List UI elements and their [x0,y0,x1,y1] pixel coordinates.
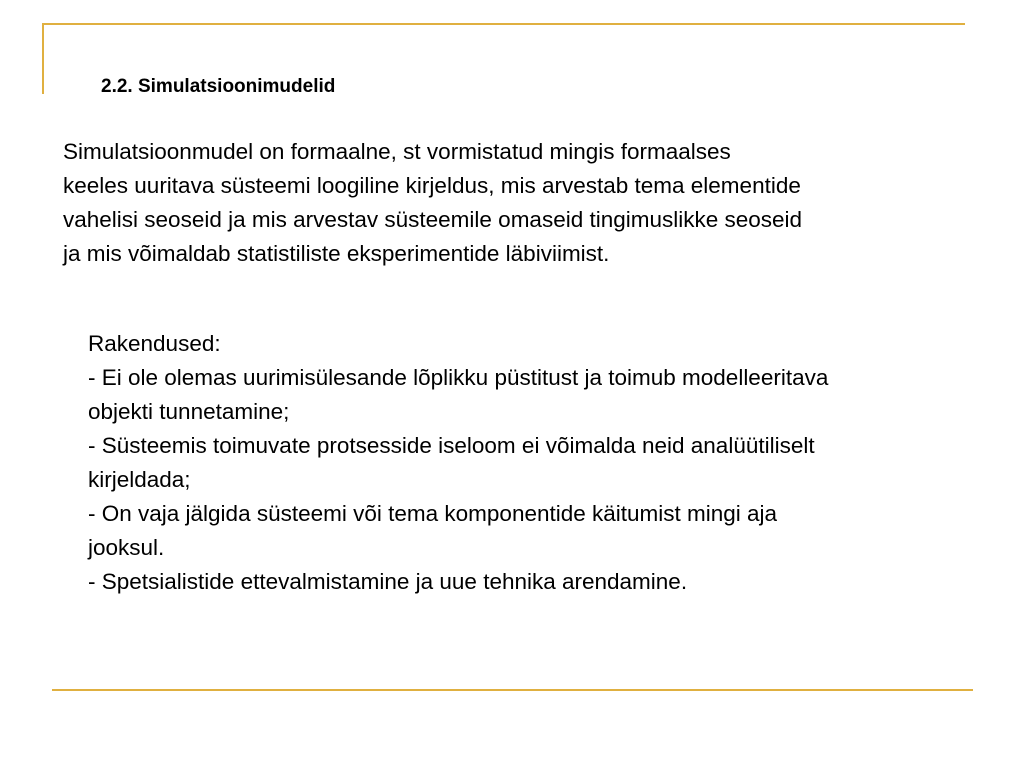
applications-heading: Rakendused: [88,331,221,356]
intro-paragraph [63,135,1013,271]
intro-line: ja mis võimaldab statistiliste eksperimentide läbiviimist. [63,241,610,266]
intro-line: Simulatsioonmudel on formaalne, st vormistatud mingis formaalses [63,139,731,164]
application-line: - On vaja jälgida süsteemi või tema komponentide käitumist mingi aja [88,501,778,526]
application-line: - Süsteemis toimuvate protsesside iseloom ei võimalda neid analüütiliselt [88,433,815,458]
bottom-divider-line [52,689,973,691]
application-line: jooksul. [88,535,165,560]
slide-title: 2.2. Simulatsioonimudelid [101,76,336,97]
application-line: - Ei ole olemas uurimisülesande lõplikku püstitust ja toimub modelleeritava [88,365,829,390]
application-line: - Spetsialistide ettevalmistamine ja uue tehnika arendamine. [88,569,688,594]
applications-block [88,327,1018,599]
intro-line: keeles uuritava süsteemi loogiline kirjeldus, mis arvestab tema elementide [63,173,801,198]
intro-line: vahelisi seoseid ja mis arvestav süsteemile omaseid tingimuslikke seoseid [63,207,803,232]
top-divider-line [42,23,965,25]
application-line: kirjeldada; [88,467,191,492]
application-line: objekti tunnetamine; [88,399,290,424]
left-divider-line [42,23,44,94]
